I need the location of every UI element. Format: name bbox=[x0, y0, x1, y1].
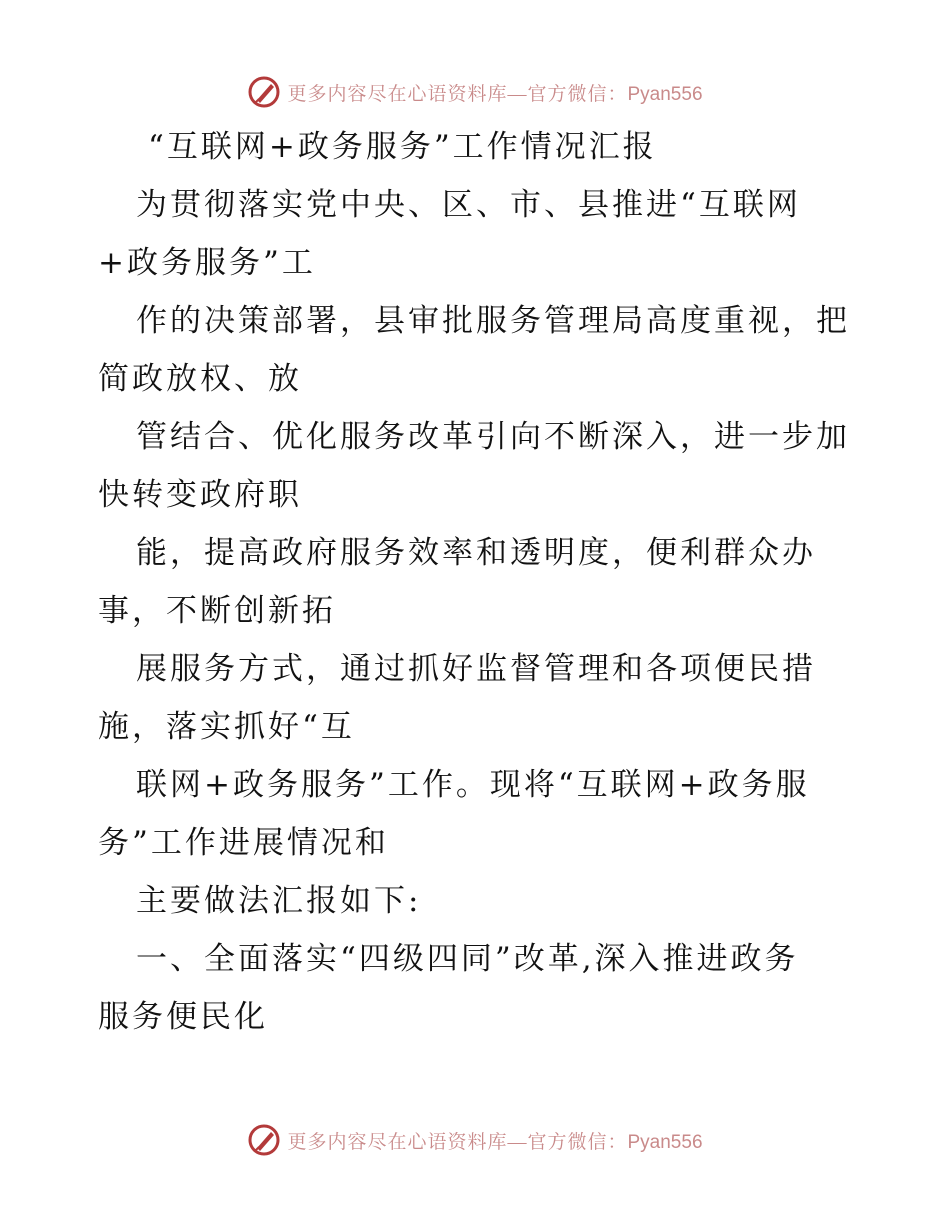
section-heading-line: 一、全面落实“四级四同”改革,深入推进政务 bbox=[136, 941, 799, 977]
paragraph-line: 施，落实抓好“互 bbox=[98, 709, 355, 745]
quill-logo-icon bbox=[247, 1123, 281, 1157]
footer-watermark-banner bbox=[0, 1120, 950, 1160]
document-body bbox=[98, 118, 858, 1046]
paragraph-line: 展服务方式，通过抓好监督管理和各项便民措 bbox=[136, 651, 816, 687]
quill-logo-icon bbox=[247, 75, 281, 109]
paragraph-line: 主要做法汇报如下: bbox=[136, 883, 422, 919]
paragraph-line: 联网+政务服务”工作。现将“互联网+政务服 bbox=[136, 767, 810, 803]
section-heading-line: 服务便民化 bbox=[98, 999, 268, 1035]
paragraph-line: 作的决策部署，县审批服务管理局高度重视，把 bbox=[136, 303, 850, 339]
header-watermark-banner bbox=[0, 72, 950, 112]
watermark-text bbox=[287, 1127, 702, 1154]
header-watermark-inner bbox=[247, 75, 702, 109]
paragraph-line: 简政放权、放 bbox=[98, 361, 302, 397]
watermark-wechat-id: Pyan556 bbox=[627, 83, 703, 105]
paragraph-line: 能，提高政府服务效率和透明度，便利群众办 bbox=[136, 535, 816, 571]
paragraph-line: +政务服务”工 bbox=[98, 245, 316, 281]
paragraph-line: 务”工作进展情况和 bbox=[98, 825, 389, 861]
footer-watermark-inner bbox=[247, 1123, 702, 1157]
paragraph-line: 管结合、优化服务改革引向不断深入，进一步加 bbox=[136, 419, 850, 455]
watermark-wechat-id: Pyan556 bbox=[627, 1131, 703, 1153]
watermark-text-cn: 更多内容尽在心语资料库—官方微信： bbox=[287, 83, 628, 105]
watermark-text-cn: 更多内容尽在心语资料库—官方微信： bbox=[287, 1131, 628, 1153]
paragraph-line: 事，不断创新拓 bbox=[98, 593, 336, 629]
paragraph-line: 快转变政府职 bbox=[98, 477, 302, 513]
document-title: “互联网+政务服务”工作情况汇报 bbox=[148, 129, 657, 165]
paragraph-line: 为贯彻落实党中央、区、市、县推进“互联网 bbox=[136, 187, 801, 223]
watermark-text bbox=[287, 79, 702, 106]
